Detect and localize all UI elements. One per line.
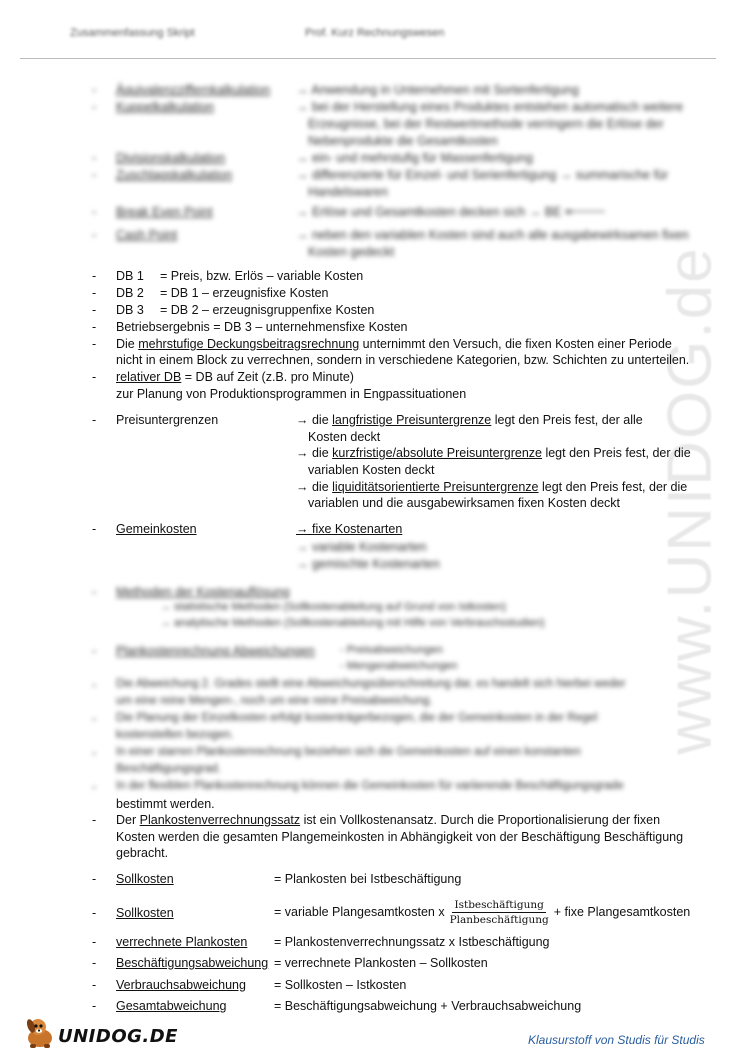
relativer-db-line2: zur Planung von Produktionsprogrammen in Engpassituationen xyxy=(116,387,467,401)
gemeinkosten-label: Gemeinkosten xyxy=(116,522,197,536)
beschaeftigungsabweichung-eq: = verrechnete Plankosten – Sollkosten xyxy=(274,956,488,970)
bestimmt-text: bestimmt werden. xyxy=(116,797,215,811)
term-desc: Handelswaren xyxy=(308,185,388,199)
logo-text: UNIDOG.DE xyxy=(58,1026,178,1047)
term-desc: → differenzierte für Einzel- und Serienfertigung → summarische für xyxy=(296,168,669,182)
pv-line: Der Plankostenverrechnungssatz ist ein Vollkostenansatz. Durch die Proportionalisierung der fixen xyxy=(116,813,661,827)
db2-label: DB 2 xyxy=(116,286,144,300)
footer-slogan: Klausurstoff von Studis für Studis xyxy=(528,1033,705,1047)
fraction-denominator: Planbeschäftigung xyxy=(449,913,549,926)
sollkosten-label-2: Sollkosten xyxy=(116,906,174,920)
verrechnete-plankosten-label: verrechnete Plankosten xyxy=(116,935,248,949)
preis-line-2-cont: variablen Kosten deckt xyxy=(308,463,435,477)
preis-line-2: → die kurzfristige/absolute Preisuntergrenze legt den Preis fest, der die xyxy=(296,446,691,460)
relativer-db-term: relativer DB xyxy=(116,370,182,384)
gemeinkosten-fix: → fixe Kostenarten xyxy=(296,522,403,536)
mehrstufig-line2: nicht in einem Block zu verrechnen, sondern in verschiedene Kategorien, bzw. Schichten zu unterteilen. xyxy=(116,353,690,367)
header-left: Zusammenfassung Skript xyxy=(70,27,195,39)
verbrauchsabweichung-label: Verbrauchsabweichung xyxy=(116,978,246,992)
watermark: www.UNIDOG.de xyxy=(655,245,725,755)
fraction xyxy=(448,899,551,926)
preis-line-3: → die liquiditätsorientierte Preisuntergrenze legt den Preis fest, der die xyxy=(296,480,688,494)
preis-line-1: → die langfristige Preisuntergrenze legt den Preis fest, der alle xyxy=(296,413,643,427)
term-desc: → Erlöse und Gesamtkosten decken sich → BE = xyxy=(296,205,573,219)
term: Äquivalenzziffernkalkulation xyxy=(116,83,271,97)
mehrstufig-term: mehrstufige Deckungsbeitragsrechnung xyxy=(138,337,360,351)
be-fraction xyxy=(566,202,610,221)
pv-line3: gebracht. xyxy=(116,846,169,860)
term: Break Even Point xyxy=(116,205,213,219)
term-desc: → ein- und mehrstufig für Massenfertigung xyxy=(296,151,533,165)
verbrauchsabweichung-eq: = Sollkosten – Istkosten xyxy=(274,978,407,992)
fraction-numerator: Istbeschäftigung xyxy=(454,898,544,911)
db3-label: DB 3 xyxy=(116,303,144,317)
db1-equation: = Preis, bzw. Erlös – variable Kosten xyxy=(160,269,364,283)
term-desc: → neben den variablen Kosten sind auch alle ausgabewirksamen fixen xyxy=(296,228,689,242)
term: Zuschlagskalkulation xyxy=(116,168,233,182)
db3-equation: = DB 2 – erzeugnisgruppenfixe Kosten xyxy=(160,303,375,317)
term: Kuppelkalkulation xyxy=(116,100,214,114)
db2-equation: = DB 1 – erzeugnisfixe Kosten xyxy=(160,286,329,300)
term-desc: → Anwendung in Unternehmen mit Sortenfertigung xyxy=(296,83,579,97)
db1-label: DB 1 xyxy=(116,269,144,283)
term-desc: → bei der Herstellung eines Produktes entstehen automatisch weitere xyxy=(296,100,684,114)
betriebsergebnis: Betriebsergebnis = DB 3 – unternehmensfixe Kosten xyxy=(116,320,408,334)
beschaeftigungsabweichung-label: Beschäftigungsabweichung xyxy=(116,956,269,970)
term-desc: Nebenprodukte die Gesamtkosten xyxy=(308,134,498,148)
verrechnete-plankosten-eq: = Plankostenverrechnungssatz x Istbeschäftigung xyxy=(274,935,550,949)
term: Divisionskalkulation xyxy=(116,151,226,165)
header-rule xyxy=(20,58,716,59)
gesamtabweichung-label: Gesamtabweichung xyxy=(116,999,227,1013)
mehrstufig-line: Die mehrstufige Deckungsbeitragsrechnung unternimmt den Versuch, die fixen Kosten einer Periode xyxy=(116,337,672,351)
header-right: Prof. Kurz Rechnungswesen xyxy=(305,27,445,39)
preisuntergrenzen-label: Preisuntergrenzen xyxy=(116,413,219,427)
pv-line2: Kosten werden die gesamten Plangemeinkosten in Abhängigkeit von der Beschäftigung Beschäftigung xyxy=(116,830,684,844)
gesamtabweichung-eq: = Beschäftigungsabweichung + Verbrauchsabweichung xyxy=(274,999,582,1013)
term-desc: Erzeugnisse, bei der Restwertmethode verringern die Erlöse der xyxy=(308,117,664,131)
term-desc: Kosten gedeckt xyxy=(308,245,395,259)
preis-line-3-cont: variablen und die ausgabewirksamen fixen Kosten deckt xyxy=(308,496,620,510)
sollkosten-eq: = Plankosten bei Istbeschäftigung xyxy=(274,872,462,886)
pv-term: Plankostenverrechnungssatz xyxy=(139,813,301,827)
relativer-db-line: relativer DB = DB auf Zeit (z.B. pro Minute) xyxy=(116,370,354,384)
gemeinkosten-gemischt: → gemischte Kostenarten xyxy=(296,557,440,571)
dog-mascot-icon xyxy=(22,1016,58,1050)
preis-line-1-cont: Kosten deckt xyxy=(308,430,381,444)
sollkosten-formula: = variable Plangesamtkosten x $\frac{\text{Istbeschäftigung}}{\text{Planbeschäftigung}}$ + fixe Plangesamtkosten xyxy=(274,898,691,926)
gemeinkosten-variabel: → variable Kostenarten xyxy=(296,540,427,554)
sollkosten-label: Sollkosten xyxy=(116,872,174,886)
term: Cash Point xyxy=(116,228,178,242)
